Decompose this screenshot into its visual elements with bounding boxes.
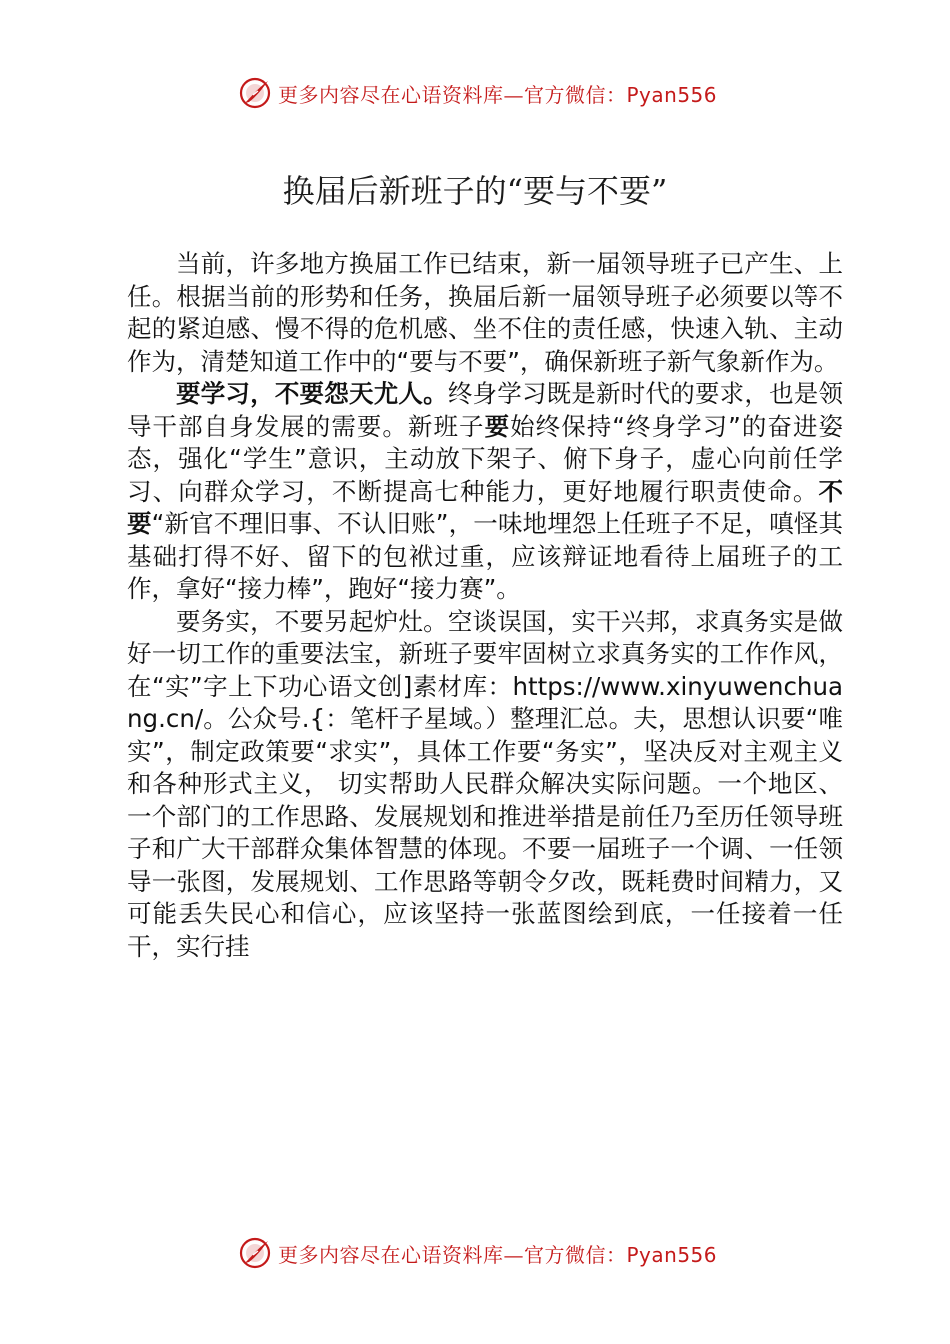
paragraph-intro: 当前，许多地方换届工作已结束，新一届领导班子已产生、上任。根据当前的形势和任务，换届后新一届领导班子必须要以等不起的紧迫感、慢不得的危机感、坐不住的责任感，快速入轨、主动作为，清楚知道工作中的“要与不要”，确保新班子新气象新作为。 (127, 249, 843, 376)
paragraph-learning: 要学习，不要怨天尤人。终身学习既是新时代的要求，也是领导干部自身发展的需要。新班子要始终保持“终身学习”的奋进姿态，强化“学生”意识，主动放下架子、俯下身子，虚心向前任学习、向群众学习，不断提高七种能力，更好地履行职责使命。不要“新官不理旧事、不认旧账”，一味地埋怨上任班子不足，嗔怪其基础打得不好、留下的包袱过重，应该辩证地看待上届班子的工作，拿好“接力棒”，跑好“接力赛”。 (127, 379, 844, 603)
paragraph-pragmatic: 要务实，不要另起炉灶。空谈误国，实干兴邦，求真务实是做好一切工作的重要法宝，新班子要牢固树立求真务实的工作作风，在“实”字上下功心语文创]素材库：https://www.xinyuwenchuang.cn/。公众号.{：笔杆子星域。）整理汇总。夫，思想认识要“唯实”，制定政策要“求实”，具体工作要“务实”，坚决反对主观主义和各种形式主义， 切实帮助人民群众解决实际问题。一个地区、一个部门的工作思路、发展规划和推进举措是前任乃至历任领导班子和广大干部群众集体智慧的体现。不要一届班子一个调、一任领导一张图，发展规划、工作思路等朝令夕改，既耗费时间精力，又可能丢失民心和信心，应该坚持一张蓝图绘到底，一任接着一任干，实行挂 (127, 606, 843, 961)
banner-wechat-id: Pyan556 (626, 82, 718, 107)
banner-promo-text: 更多内容尽在心语资料库—官方微信：Pyan556 (278, 82, 718, 107)
logo-icon (238, 76, 272, 110)
banner-promo-text: 更多内容尽在心语资料库—官方微信：Pyan556 (278, 1242, 718, 1267)
document-title: 换届后新班子的“要与不要” (282, 172, 668, 210)
article-body (127, 248, 843, 963)
logo-icon (238, 1236, 272, 1270)
footer-banner (0, 1228, 950, 1278)
emphasis-buyao: 不要 (127, 476, 843, 538)
header-banner (0, 68, 950, 118)
section-heading-learning: 要学习，不要怨天尤人。 (176, 379, 448, 408)
banner-wechat-id: Pyan556 (626, 1242, 718, 1267)
emphasis-yao: 要 (484, 411, 511, 441)
